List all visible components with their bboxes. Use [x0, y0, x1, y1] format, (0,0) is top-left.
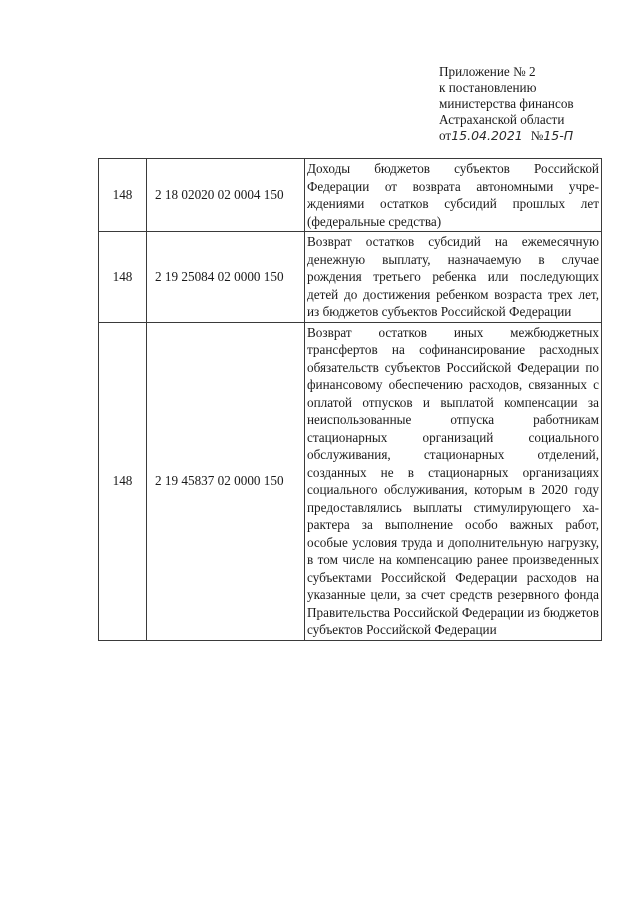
resolution-reference: к постановлению — [439, 80, 537, 95]
table-row — [99, 159, 602, 232]
date-prefix: от — [439, 128, 452, 143]
appendix-header — [439, 64, 629, 144]
revenue-codes-table — [98, 158, 602, 641]
date-number-line — [439, 128, 629, 144]
handwritten-number: 15-П — [543, 128, 574, 143]
kbk-code-cell: 2 19 45837 02 0000 150 — [147, 322, 305, 640]
handwritten-date: 15.04.2021 — [451, 128, 523, 143]
region-name: Астраханской области — [439, 112, 565, 127]
table-row — [99, 322, 602, 640]
admin-code-cell: 148 — [99, 322, 147, 640]
kbk-code-cell: 2 19 25084 02 0000 150 — [147, 232, 305, 323]
description-cell: Возврат остатков субсидий на ежемесячную денежную выплату, назначаемую в случае рождения третьего ребенка или последующих детей до достижения ребенком возраста трех лет, из бюджетов субъектов Российской Федерации — [305, 232, 602, 323]
description-cell: Возврат остатков иных межбюджетных трансфертов на софинансирование расходных обязательств субъектов Российской Федерации по финансовому обеспечению расходов, связанных с оплатой отпусков и выплатой компенсации за неиспользованные отпуска работникам стационарных организаций социального обслуживания, стационарных отделений, созданных не в стационарных организациях социального обслуживания, которым в 2020 году предоставлялись выплаты стимулирующего характера за выполнение особо важных работ, особые условия труда и дополнительную нагрузку, в том числе на компенсацию ранее произведенных субъектами Российской Федерации расходов на указанные цели, за счет средств резервного фонда Правительства Российской Федерации из бюджетов субъектов Российской Федерации — [305, 322, 602, 640]
admin-code-cell: 148 — [99, 159, 147, 232]
kbk-code-cell: 2 18 02020 02 0004 150 — [147, 159, 305, 232]
description-cell: Доходы бюджетов субъектов Российской Федерации от возврата автономными учреждениями остатков субсидий прошлых лет (федеральные средства) — [305, 159, 602, 232]
table-row — [99, 232, 602, 323]
ministry-name: министерства финансов — [439, 96, 574, 111]
admin-code-cell: 148 — [99, 232, 147, 323]
number-sign: № — [530, 128, 544, 143]
appendix-title: Приложение № 2 — [439, 64, 536, 79]
